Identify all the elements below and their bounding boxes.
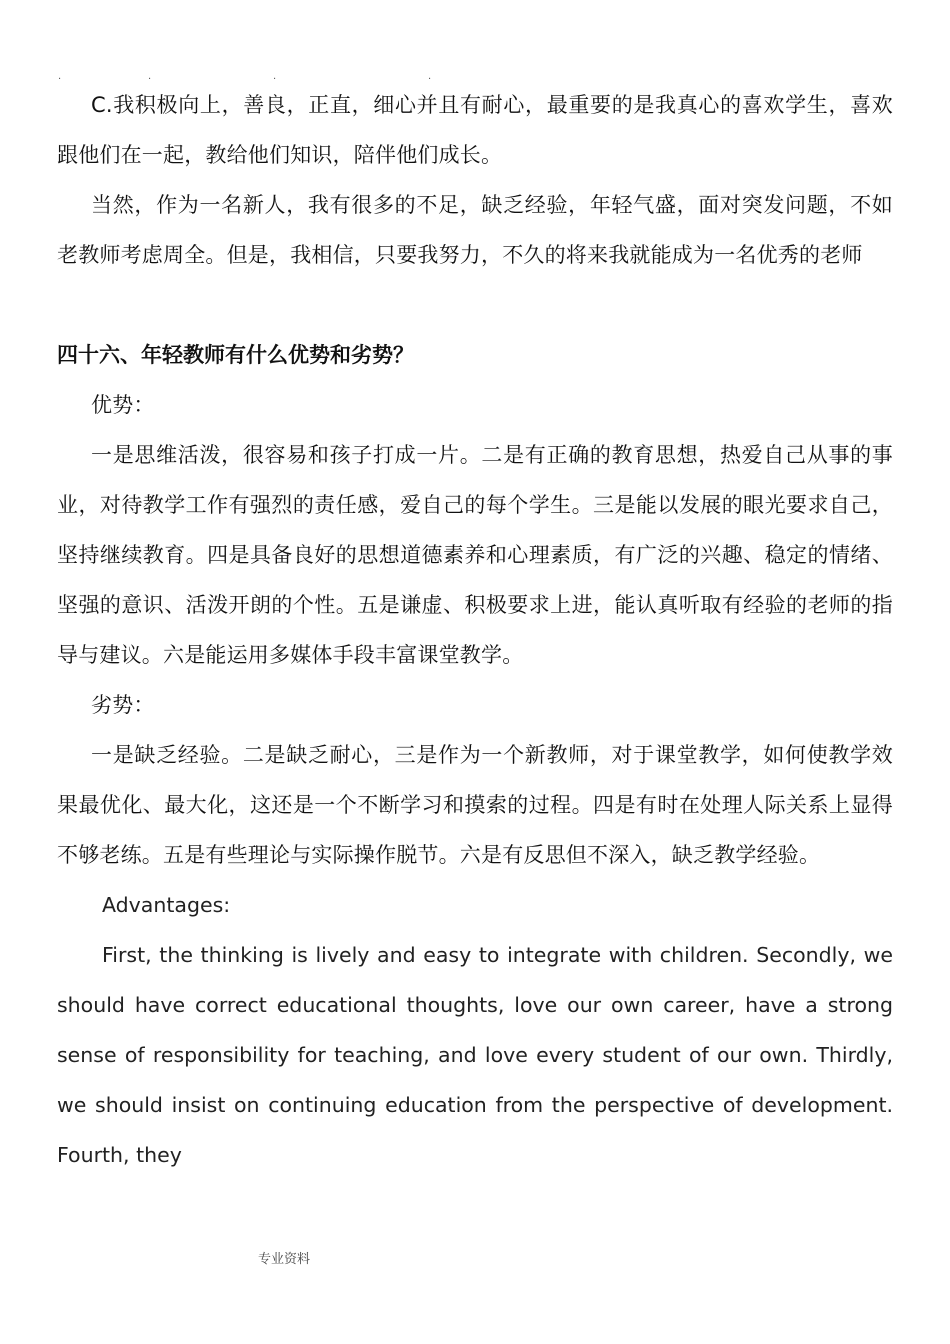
- english-advantages-text: First, the thinking is lively and easy to integrate with children. Secondly, we should have correct educational thoughts, love our own career, have a strong sense of responsibility for teaching, and love every student of our own. Thirdly, we should insist on continuing education from the perspective of development. Fourth, they: [57, 943, 893, 1167]
- paragraph-shortcomings: 当然，作为一名新人，我有很多的不足，缺乏经验，年轻气盛，面对突发问题，不如老教师考虑周全。但是，我相信，只要我努力，不久的将来我就能成为一名优秀的老师: [57, 193, 893, 267]
- disadvantages-text: 一是缺乏经验。二是缺乏耐心，三是作为一个新教师，对于课堂教学，如何使教学效果最优化、最大化，这还是一个不断学习和摸索的过程。四是有时在处理人际关系上显得不够老练。五是有些理论与实际操作脱节。六是有反思但不深入，缺乏教学经验。: [57, 743, 893, 867]
- page-footer: 专业资料: [258, 1252, 311, 1267]
- paragraph-self-description: C.我积极向上，善良，正直，细心并且有耐心，最重要的是我真心的喜欢学生，喜欢跟他们在一起，教给他们知识，陪伴他们成长。: [57, 93, 893, 167]
- advantages-text: 一是思维活泼，很容易和孩子打成一片。二是有正确的教育思想，热爱自己从事的事业，对待教学工作有强烈的责任感，爱自己的每个学生。三是能以发展的眼光要求自己，坚持继续教育。四是具备良好的思想道德素养和心理素质，有广泛的兴趣、稳定的情绪、坚强的意识、活泼开朗的个性。五是谦虚、积极要求上进，能认真听取有经验的老师的指导与建议。六是能运用多媒体手段丰富课堂教学。: [57, 443, 893, 667]
- disadvantages-label: 劣势：: [91, 693, 155, 717]
- advantages-label: 优势：: [91, 393, 155, 417]
- section-heading: 四十六、年轻教师有什么优势和劣势？: [57, 343, 414, 367]
- header-dots: . . . .: [58, 71, 432, 82]
- english-advantages-label: Advantages:: [102, 893, 231, 917]
- document-body: [57, 80, 893, 1180]
